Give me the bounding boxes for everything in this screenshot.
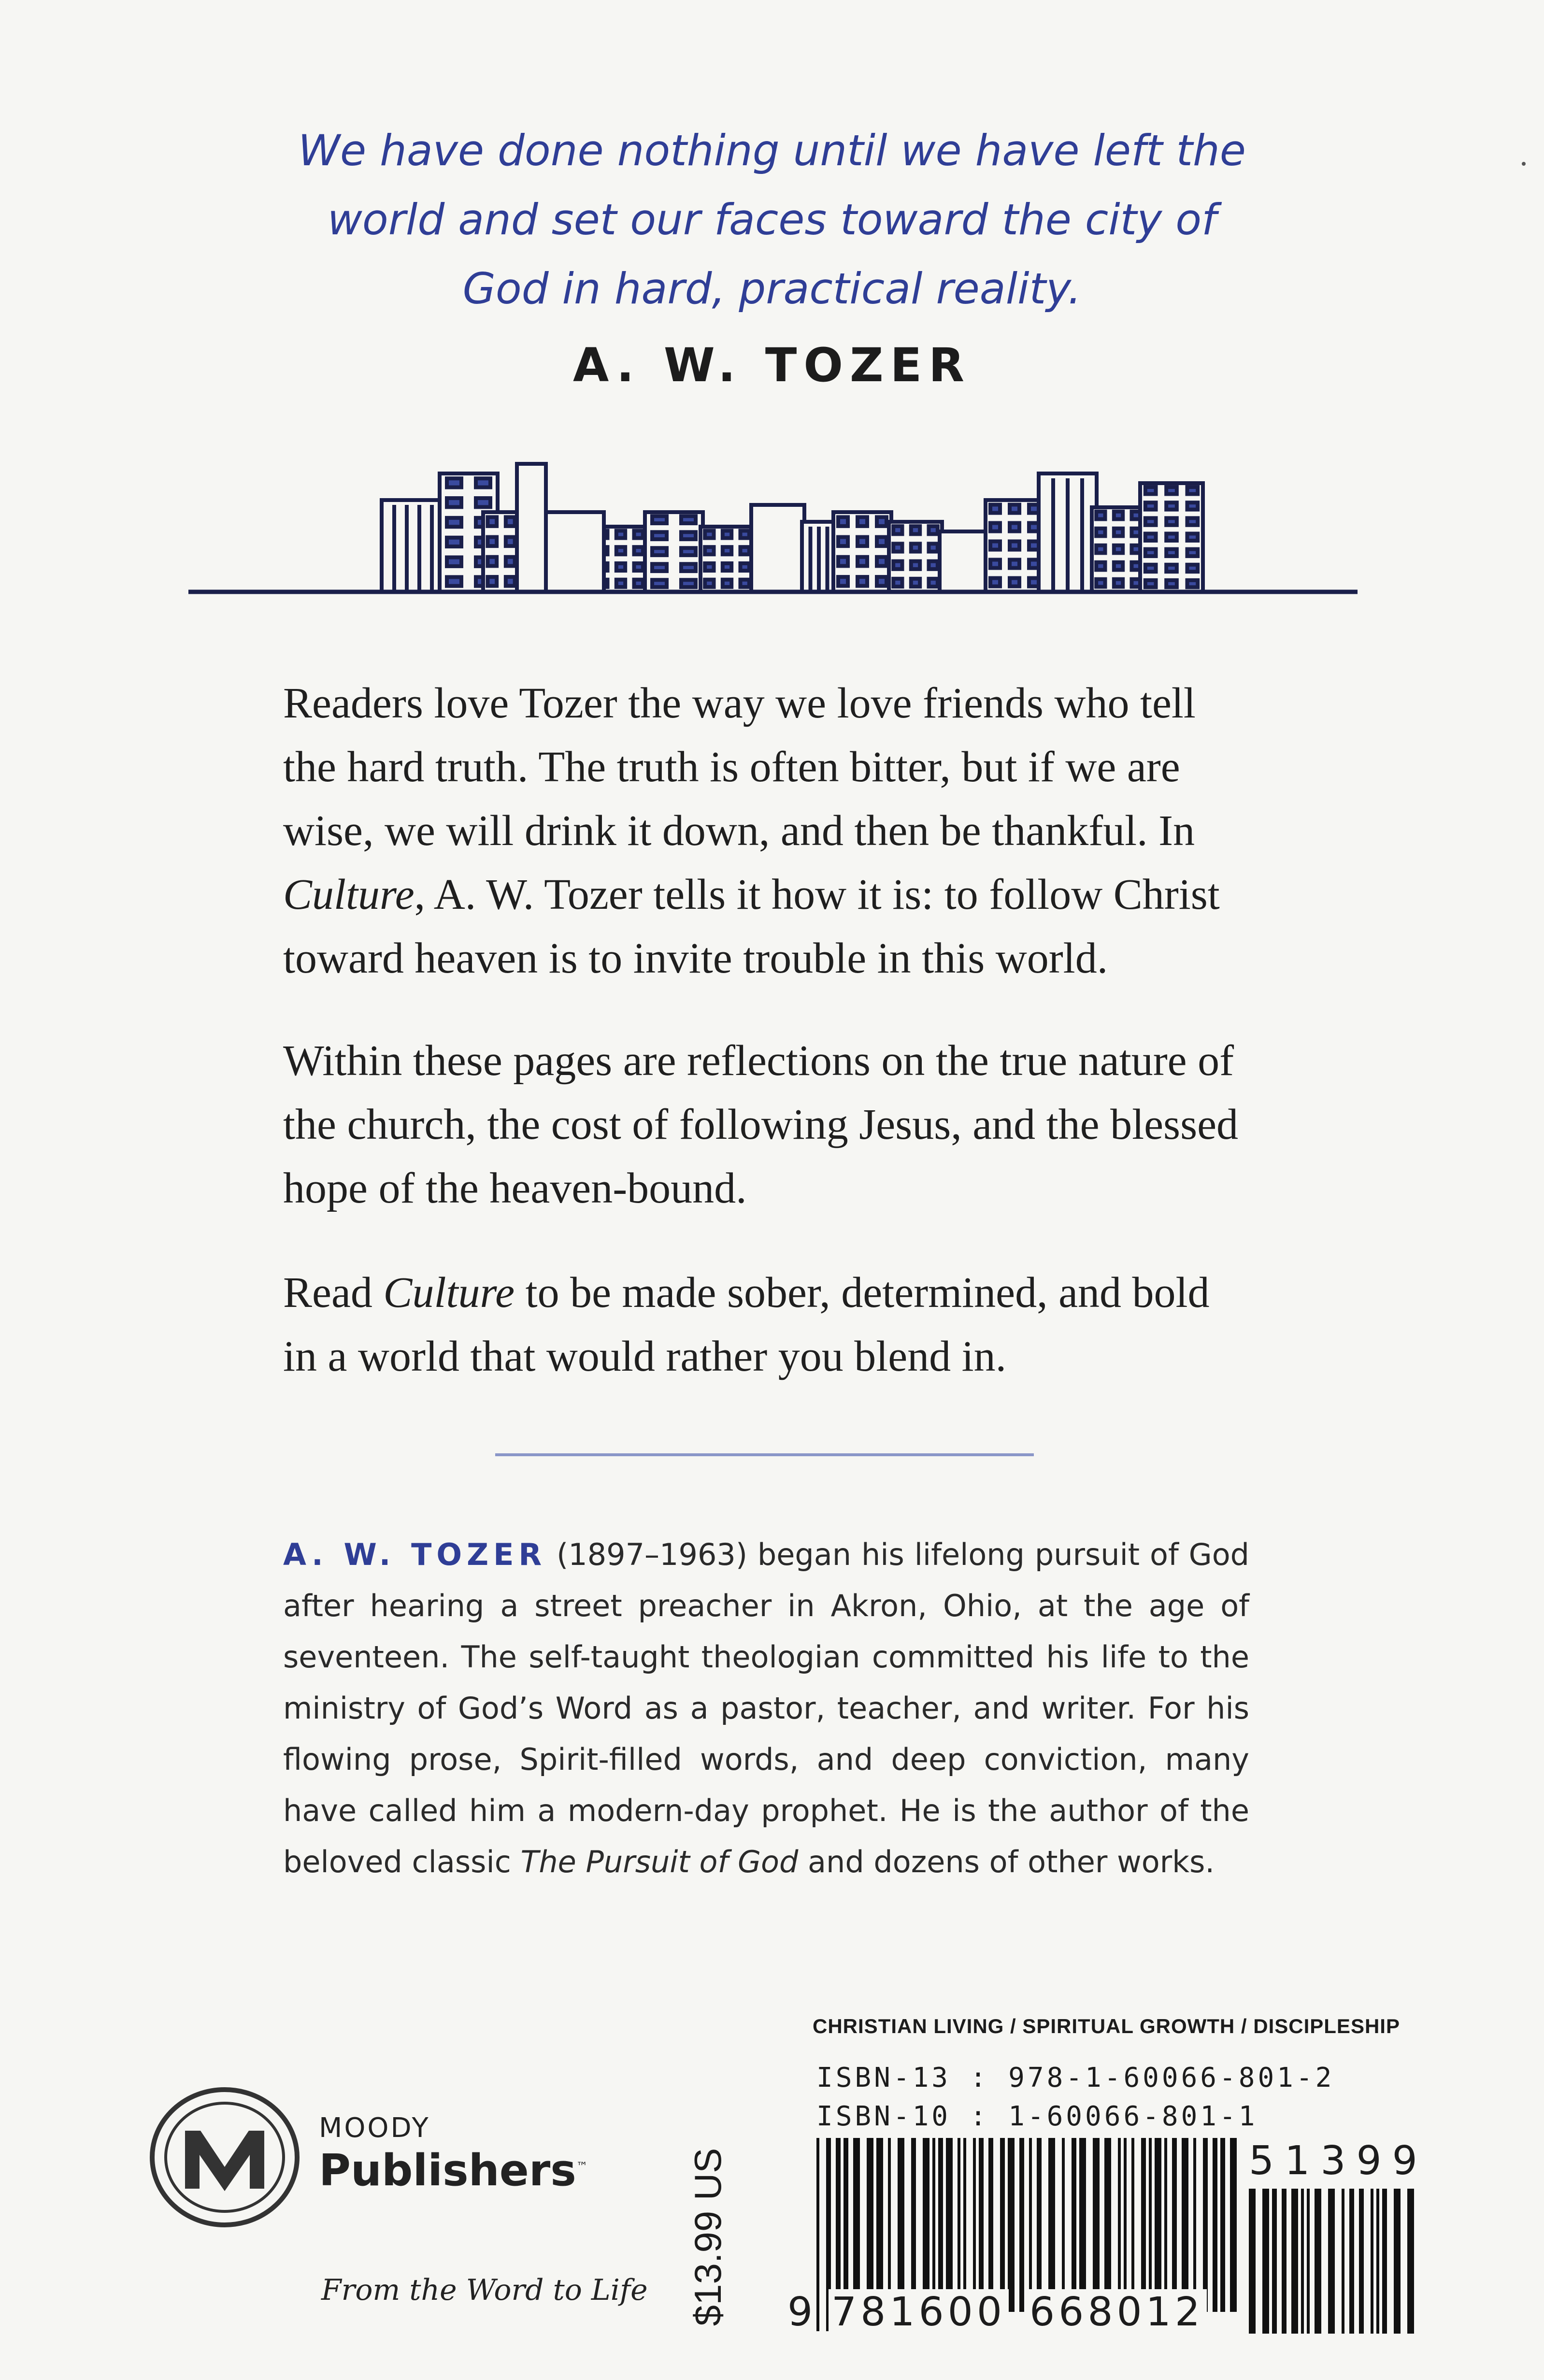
author-bio bbox=[283, 1529, 1249, 1888]
section-divider bbox=[495, 1453, 1034, 1456]
blurb-paragraph-3 bbox=[283, 1261, 1249, 1389]
trademark-mark: ™ bbox=[576, 2160, 588, 2173]
blurb-paragraph-1 bbox=[283, 672, 1249, 990]
blurb-p1-title: Culture bbox=[283, 871, 415, 918]
quote-line-1: We have done nothing until we have left the bbox=[298, 126, 1246, 175]
bio-text-b: and dozens of other works. bbox=[798, 1844, 1215, 1879]
bio-text-a: (1897–1963) began his lifelong pursuit of God after hearing a street preacher in Akron, Ohio, at the age of seventeen. The self-taught theologian committed his life to the ministry of God’s Word as a pastor, teacher, and writer. For his flowing prose, Spirit-filled words, and deep conviction, many have called him a modern-day prophet. He is the author of the beloved classic bbox=[283, 1537, 1250, 1879]
publisher-tagline: From the Word to Life bbox=[321, 2273, 648, 2307]
quote-line-3: God in hard, practical reality. bbox=[462, 264, 1082, 314]
isbn-13: ISBN-13 : 978-1-60066-801-2 bbox=[816, 2062, 1335, 2093]
bio-book-title: The Pursuit of God bbox=[520, 1844, 799, 1879]
isbn-10: ISBN-10 : 1-60066-801-1 bbox=[816, 2101, 1258, 2132]
publisher-name-bottom bbox=[319, 2145, 588, 2196]
quote-line-2: world and set our faces toward the city of bbox=[327, 195, 1217, 244]
category-label: CHRISTIAN LIVING / SPIRITUAL GROWTH / DISCIPLESHIP bbox=[813, 2015, 1400, 2037]
ean-digits-left: 781600 bbox=[829, 2289, 1009, 2335]
addon-barcode bbox=[1249, 2189, 1418, 2334]
addon-digits: 51399 bbox=[1249, 2138, 1428, 2184]
moody-m-logo-icon bbox=[147, 2085, 302, 2230]
blurb-p3-title: Culture bbox=[383, 1269, 515, 1317]
blurb-p3-text-a: Read bbox=[283, 1269, 384, 1317]
blurb-p1-text-b: , A. W. Tozer tells it how it is: to follow Christ toward heaven is to invite trouble in this world. bbox=[283, 871, 1220, 982]
speck bbox=[1522, 162, 1526, 166]
quote-author: A. W. TOZER bbox=[572, 338, 972, 392]
cover-quote bbox=[222, 116, 1322, 323]
blurb-p3-text-b: to be made sober, determined, and bold in a world that would rather you blend in. bbox=[283, 1269, 1210, 1380]
ean-first-digit: 9 bbox=[787, 2289, 813, 2335]
bio-author-name: A. W. TOZER bbox=[283, 1537, 547, 1572]
blurb-p1-text-a: Readers love Tozer the way we love friends who tell the hard truth. The truth is often bitter, but if we are wise, we will drink it down, and then be thankful. In bbox=[283, 679, 1196, 855]
publisher-publishers-word: Publishers bbox=[319, 2145, 576, 2196]
publisher-name-top: MOODY bbox=[319, 2112, 430, 2144]
city-skyline-icon bbox=[188, 454, 1358, 614]
price-label: $13.99 US bbox=[686, 2148, 729, 2326]
blurb-paragraph-2: Within these pages are reflections on the true nature of the church, the cost of following Jesus, and the blessed hope of the heaven-bound. bbox=[283, 1037, 1239, 1212]
ean-digits-right: 668012 bbox=[1027, 2289, 1207, 2335]
